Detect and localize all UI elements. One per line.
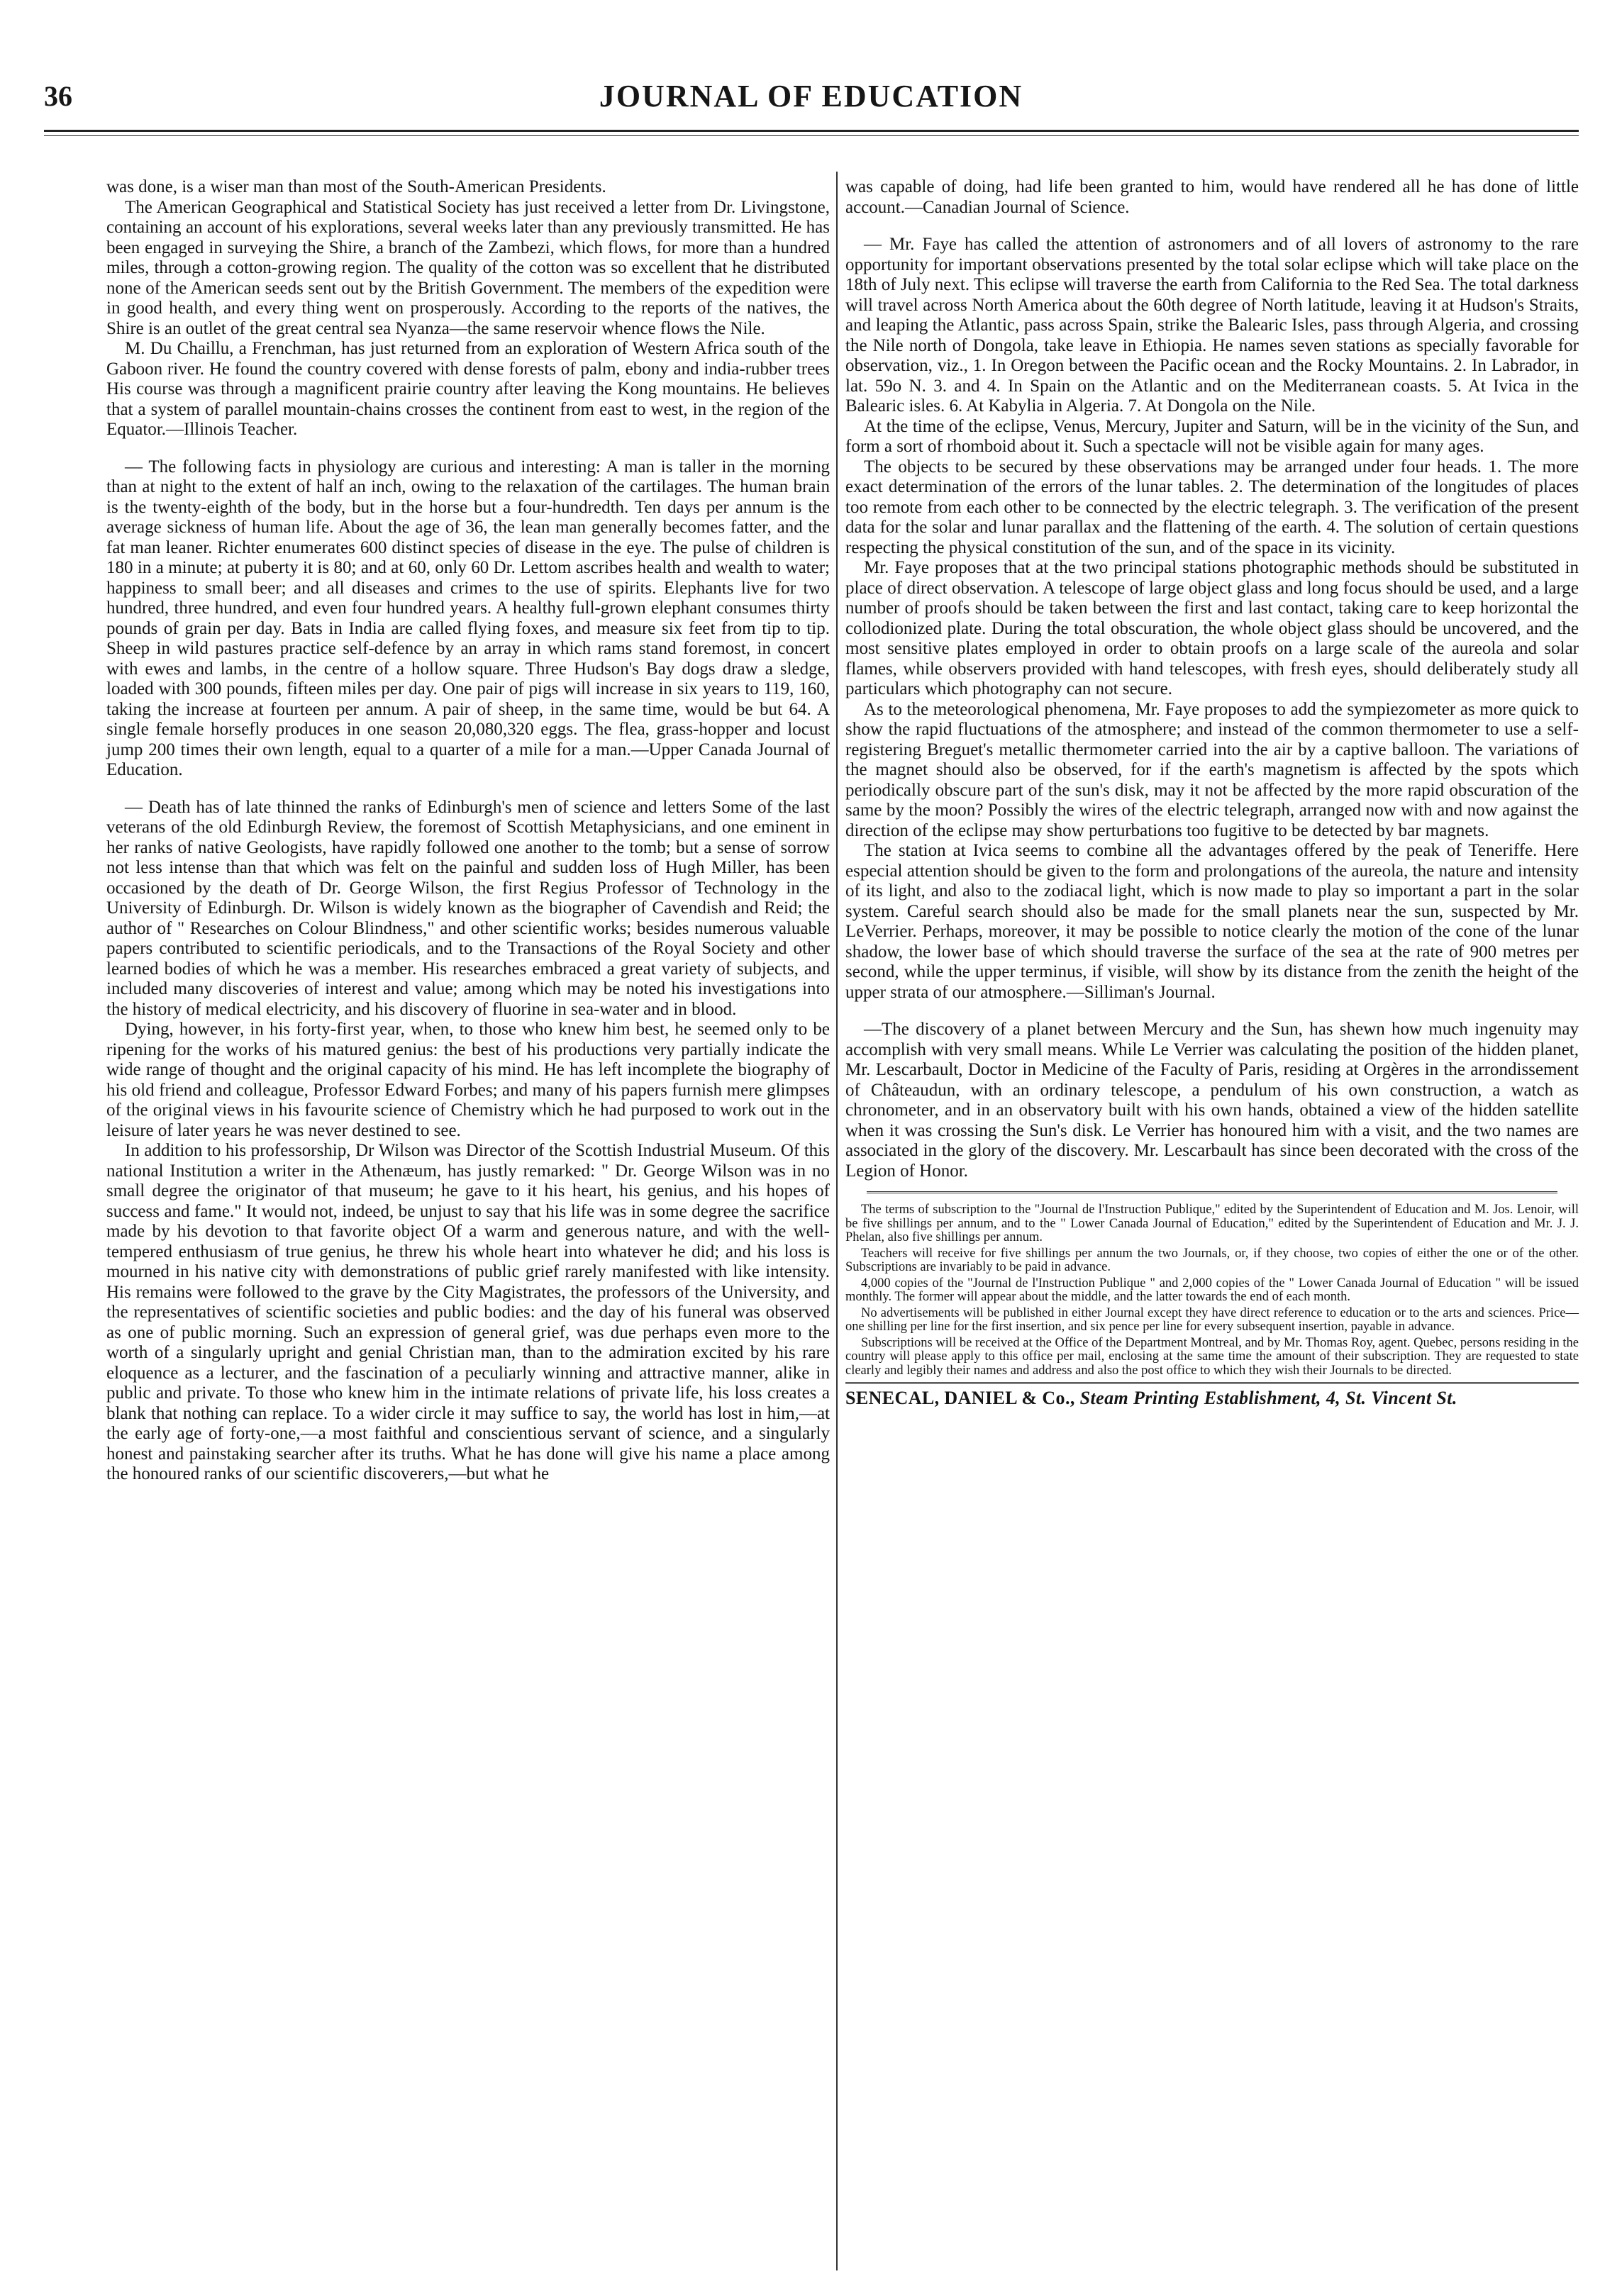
paragraph: The objects to be secured by these observations may be arranged under four heads. 1. The more exact determination of the errors of the lunar tables. 2. The determination of the longitudes of places too remote from each other to be connected by the electric telegraph. 3. The verification of the present data for the solar and lunar parallax and the flattening of the earth. 4. The solution of certain questions respecting the physical constitution of the sun, and of the space in its vicinity. [845,457,1579,557]
page-number: 36 [44,80,72,112]
subscription-notice [845,1203,1579,1378]
paragraph: was done, is a wiser man than most of the South-American Presidents. [106,177,606,196]
printer-detail: Steam Printing Establishment, 4, St. Vincent St. [1079,1388,1457,1408]
notice-paragraph: Teachers will receive for five shillings per annum the two Journals, or, if they choose, two copies of either the one or of the other. Subscriptions are invariably to be paid in advance. [845,1246,1579,1274]
notice-rule [867,1191,1557,1193]
header-rule [44,130,1579,132]
notice-paragraph: No advertisements will be published in either Journal except they have direct reference to education or to the arts and sciences. Price—one shilling per line for the first insertion, and six pence per line for every subsequent insertion, payable in advance. [845,1305,1579,1334]
paragraph: The station at Ivica seems to combine all the advantages offered by the peak of Teneriffe. Here especial attention should be given to the form and prolongations of the aureola, the nature and intensity of its light, and also to the zodiacal light, which is now made to play so important a part in the solar system. Careful search should also be made for the small planets near the sun, suspected by Mr. LeVerrier. Perhaps, moreover, it may be possible to notice clearly the motion of the cone of the lunar shadow, the lower base of which should traverse the surface of the sea at the rate of 900 metres per second, while the upper terminus, if visible, will show by its distance from the zenith the height of the upper strata of our atmosphere.—Silliman's Journal. [845,841,1579,1002]
printer-name: SENECAL, DANIEL & Co., [845,1388,1075,1408]
paragraph: Dying, however, in his forty-first year, when, to those who knew him best, he seemed only to be ripening for the works of his matured genius: the best of his productions very partially indicate the wide range of thought and the original capacity of his mind. He has left incomplete the biography of his old friend and colleague, Professor Edward Forbes; and many of his papers furnish mere glimpses of the original views in his favourite science of Chemistry which he had purposed to work out in the leisure of later years he was never destined to see. [106,1020,830,1140]
paragraph: In addition to his professorship, Dr Wilson was Director of the Scottish Industrial Museum. Of this national Institution a writer in the Athenæum, has justly remarked: " Dr. George Wilson was in no small degree the originator of that museum; he gave to it his heart, his genius, and his hopes of success and fame." It would not, indeed, be unjust to say that his life was in some degree the sacrifice made by his devotion to that favorite object Of a warm and generous nature, and with the well-tempered enthusiasm of true genius, he threw his whole heart into whatever he did; and his loss is mourned in his native city with demonstrations of public grief rarely manifested with like intensity. His remains were followed to the grave by the City Magistrates, the professors of the University, and the representatives of scientific societies and public bodies: and the day of his funeral was observed as one of public morning. Such an expression of general grief, was due perhaps even more to the worth of a singularly upright and genial Christian man, than to the admiration excited by his rare eloquence as a lecturer, and the fascination of a peculiarly winning and attractive manner, alike in public and private. To those who knew him in the intimate relations of private life, his loss creates a blank that nothing can replace. To a wider circle it may suffice to say, the world has lost in him,—at the early age of forty-one,—a most faithful and conscientious servant of science, and a singularly honest and painstaking searcher after its truths. What he has done will give his name a place among the honoured ranks of our scientific discoverers,—but what he [106,1141,830,1483]
right-column [845,177,1579,1409]
printer-imprint [845,1388,1579,1409]
paragraph: M. Du Chaillu, a Frenchman, has just returned from an exploration of Western Africa south of the Gaboon river. He found the country covered with dense forests of palm, ebony and india-rubber trees His course was through a magnificent prairie country after leaving the Kong mountains. He believes that a system of parallel mountain-chains crosses the continent from east to west, in the region of the Equator.—Illinois Teacher. [106,339,830,439]
notice-paragraph: 4,000 copies of the "Journal de l'Instruction Publique " and 2,000 copies of the " Lower Canada Journal of Education " will be issued monthly. The former will appear about the middle, and the latter towards the end of each month. [845,1276,1579,1304]
paragraph: was capable of doing, had life been granted to him, would have rendered all he has done of little account.—Canadian Journal of Science. [845,177,1579,217]
article-paragraph: —The discovery of a planet between Mercury and the Sun, has shewn how much ingenuity may accomplish with very small means. While Le Verrier was calculating the position of the hidden planet, Mr. Lescarbault, Doctor in Medicine of the Faculty of Paris, residing at Orgères in the arrondissement of Châteaudun, with an ordinary telescope, a pendulum of his own construction, a watch as chronometer, and in an observatory built with his own hands, obtained a view of the hidden satellite when it was crossing the Sun's disk. Le Verrier has honoured him with a visit, and the two names are associated in the glory of the discovery. Mr. Lescarbault has since been decorated with the cross of the Legion of Honor. [845,1020,1579,1181]
article-paragraph: — The following facts in physiology are curious and interesting: A man is taller in the morning than at night to the extent of half an inch, owing to the relaxation of the cartilages. The human brain is the twenty-eighth of the body, but in the horse but a four-hundredth. Ten days per annum is the average sickness of human life. About the age of 36, the lean man generally becomes fatter, and the fat man leaner. Richter enumerates 600 distinct species of disease in the eye. The pulse of children is 180 in a minute; at puberty it is 80; and at 60, only 60 Dr. Lettom ascribes health and wealth to water; happiness to small beer; and all diseases and crimes to the use of spirits. Elephants live for two hundred, three hundred, and even four hundred years. A healthy full-grown elephant consumes thirty pounds of grain per day. Bats in India are called flying foxes, and measure six feet from tip to tip. Sheep in wild pastures practice self-defence by an array in which rams stand foremost, in concert with ewes and lambs, in the centre of a hollow square. Three Hudson's Bay dogs draw a sledge, loaded with 300 pounds, fifteen miles per day. One pair of pigs will increase in six years to 119, 160, taking the increase at fourteen per annum. A pair of sheep, in the same time, would be but 64. A single female horsefly produces in one season 20,080,320 eggs. The flea, grass-hopper and locust jump 200 times their own length, equal to a quarter of a mile for a man.—Upper Canada Journal of Education. [106,457,830,779]
paragraph: The American Geographical and Statistical Society has just received a letter from Dr. Livingstone, containing an account of his explorations, several weeks later than any previously transmitted. He has been engaged in surveying the Shire, a branch of the Zambezi, which flows, for more than a hundred miles, through a cotton-growing region. The quality of the cotton was so excellent that he distributed none of the American seeds sent out by the British Government. The members of the expedition were in good health, and every thing went on prosperously. According to the reports of the natives, the Shire is an outlet of the great central sea Nyanza—the same reservoir whence flows the Nile. [106,197,830,338]
notice-paragraph: Subscriptions will be received at the Office of the Department Montreal, and by Mr. Thomas Roy, agent. Quebec, persons residing in the country will please apply to this office per mail, enclosing at the same time the amount of their subscription. They are requested to state clearly and legibly their names and address and also the post office to which they wish their Journals to be directed. [845,1335,1579,1378]
running-title: JOURNAL OF EDUCATION [599,79,1023,113]
column-divider [836,172,838,2270]
paragraph: At the time of the eclipse, Venus, Mercury, Jupiter and Saturn, will be in the vicinity of the Sun, and form a sort of rhomboid about it. Such a spectacle will not be visible again for many ages. [845,416,1579,456]
left-column [106,177,830,1485]
paragraph: As to the meteorological phenomena, Mr. Faye proposes to add the sympiezometer as more quick to show the rapid fluctuations of the atmosphere; and instead of the common thermometer to use a self-registering Breguet's metallic thermometer carried into the air by a captive balloon. The variations of the magnet should also be observed, for if the earth's magnetism is affected by the spots which periodically obscure part of the sun's disk, may it not be affected by the more rapid obscuration of the same by the moon? Possibly the wires of the electric telegraph, arranged now with and now against the direction of the eclipse may show perturbations too fugitive to be detected by bar magnets. [845,699,1579,840]
paragraph: Mr. Faye proposes that at the two principal stations photographic methods should be substituted in place of direct observation. A telescope of large object glass and long focus should be used, and a large number of proofs should be taken between the first and last contact, taking care to keep horizontal the collodionized plate. During the total obscuration, the whole object glass should be uncovered, and the most sensitive plates employed in order to obtain proofs on a large scale of the aureola and solar flames, while observers provided with hand telescopes, with fresh eyes, should deliberately study all particulars which photography can not secure. [845,558,1579,698]
notice-paragraph: The terms of subscription to the "Journal de l'Instruction Publique," edited by the Superintendent of Education and M. Jos. Lenoir, will be five shillings per annum, and to the " Lower Canada Journal of Education," edited by the Superintendent of Education and Mr. J. J. Phelan, also five shillings per annum. [845,1203,1579,1244]
header-rule-thin [44,135,1579,136]
article-paragraph: — Death has of late thinned the ranks of Edinburgh's men of science and letters Some of the last veterans of the old Edinburgh Review, the foremost of Scottish Metaphysicians, and one eminent in her ranks of native Geologists, have rapidly followed one another to the tomb; but a sense of sorrow not less intense than that which was felt on the painful and sudden loss of Hugh Miller, has been occasioned by the death of Dr. George Wilson, the first Regius Professor of Technology in the University of Edinburgh. Dr. Wilson is widely known as the biographer of Cavendish and Reid; the author of " Researches on Colour Blindness," and other scientific works; besides numerous valuable papers contributed to scientific periodicals, and to the Transactions of the Royal Society and other learned bodies of which he was a member. His researches embraced a great variety of subjects, and included many discoveries of interest and value; among which may be noted his investigations into the history of medical electricity, and his discovery of fluorine in sea-water and in blood. [106,797,830,1019]
article-paragraph: — Mr. Faye has called the attention of astronomers and of all lovers of astronomy to the rare opportunity for important observations presented by the total solar eclipse which will take place on the 18th of July next. This eclipse will traverse the earth from California to the Red Sea. The total darkness will travel across North America about the 60th degree of North latitude, leaving it at Hudson's Straits, and leaping the Atlantic, pass across Spain, strike the Balearic Isles, pass through Algeria, and crossing the Nile north of Dongola, take leave in Ethiopia. He names seven stations as specially favorable for observation, viz., 1. In Oregon between the Pacific ocean and the Rocky Mountains. 2. In Labrador, in lat. 59o N. 3. and 4. In Spain on the Atlantic and on the Mediterranean coasts. 5. At Ivica in the Balearic isles. 6. At Kabylia in Algeria. 7. At Dongola on the Nile. [845,235,1579,416]
imprint-rule [845,1382,1579,1384]
